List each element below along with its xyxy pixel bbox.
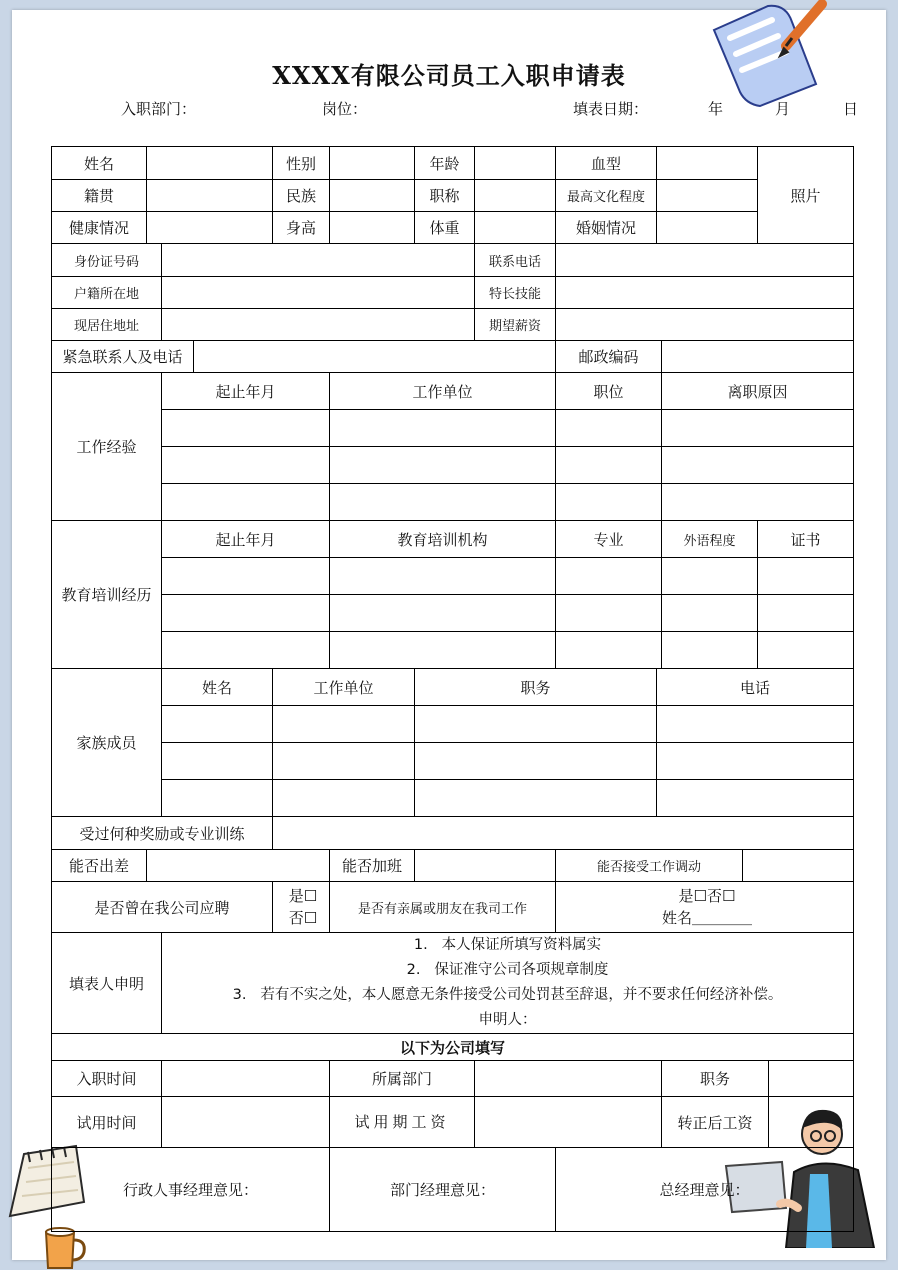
date-label: 填表日期：	[573, 100, 649, 118]
salary-field[interactable]	[556, 309, 854, 341]
general-manager-opinion[interactable]: 总经理意见：	[556, 1148, 854, 1232]
family-header: 职务	[415, 669, 657, 706]
month-label: 月	[775, 100, 791, 118]
yes-checkbox[interactable]: 是☐	[288, 887, 318, 905]
label-skills: 特长技能	[475, 277, 556, 309]
work-cell[interactable]	[556, 484, 662, 521]
work-cell[interactable]	[162, 484, 330, 521]
label-job: 职务	[662, 1061, 769, 1097]
overtime-field[interactable]	[415, 850, 556, 882]
label-title: 职称	[415, 180, 475, 212]
work-cell[interactable]	[162, 410, 330, 447]
family-cell[interactable]	[657, 743, 854, 780]
label-height: 身高	[273, 212, 330, 244]
edu-cell[interactable]	[330, 558, 556, 595]
label-postcode: 邮政编码	[556, 341, 662, 373]
edu-cell[interactable]	[662, 632, 758, 669]
origin-field[interactable]	[147, 180, 273, 212]
health-field[interactable]	[147, 212, 273, 244]
year-label: 年	[708, 100, 724, 118]
day-label: 日	[843, 100, 859, 118]
edu-cell[interactable]	[556, 595, 662, 632]
form-title: XXXX有限公司员工入职申请表	[272, 61, 626, 90]
gender-field[interactable]	[330, 147, 415, 180]
title-field[interactable]	[475, 180, 556, 212]
family-cell[interactable]	[273, 743, 415, 780]
dept-label: 入职部门：	[121, 100, 197, 118]
emergency-contact-field[interactable]	[194, 341, 556, 373]
yes-no-checkbox[interactable]: 是☐否☐	[678, 887, 736, 905]
label-overtime: 能否加班	[330, 850, 415, 882]
declaration-item: 3. 若有不实之处，本人愿意无条件接受公司处罚甚至辞退，并不要求任何经济补偿。	[232, 987, 783, 1003]
declaration-item: 2. 保证准守公司各项规章制度	[406, 962, 609, 978]
label-marital: 婚姻情况	[556, 212, 657, 244]
label-department: 所属部门	[330, 1061, 475, 1097]
label-applied-before: 是否曾在我公司应聘	[52, 882, 273, 933]
edu-cell[interactable]	[162, 595, 330, 632]
edu-header: 起止年月	[162, 521, 330, 558]
family-cell[interactable]	[273, 780, 415, 817]
age-field[interactable]	[475, 147, 556, 180]
regular-salary-field[interactable]	[769, 1097, 854, 1148]
label-travel: 能否出差	[52, 850, 147, 882]
travel-field[interactable]	[147, 850, 330, 882]
label-awards: 受过何种奖励或专业训练	[52, 817, 273, 850]
edu-cell[interactable]	[162, 558, 330, 595]
label-origin: 籍贯	[52, 180, 147, 212]
edu-header: 外语程度	[662, 521, 758, 558]
edu-header: 教育培训机构	[330, 521, 556, 558]
family-cell[interactable]	[162, 743, 273, 780]
job-field[interactable]	[769, 1061, 854, 1097]
label-name: 姓名	[52, 147, 147, 180]
edu-cell[interactable]	[662, 595, 758, 632]
work-header: 工作单位	[330, 373, 556, 410]
label-relatives: 是否有亲属或朋友在我司工作	[330, 882, 556, 933]
applied-before-checkboxes[interactable]	[273, 882, 330, 933]
edu-cell[interactable]	[330, 632, 556, 669]
label-education: 最高文化程度	[556, 180, 657, 212]
label-blood-type: 血型	[556, 147, 657, 180]
relatives-answer[interactable]	[556, 882, 854, 933]
awards-field[interactable]	[273, 817, 854, 850]
family-cell[interactable]	[273, 706, 415, 743]
position-label: 岗位：	[322, 100, 368, 118]
work-cell[interactable]	[556, 410, 662, 447]
declaration-text	[162, 933, 854, 1034]
hire-date-field[interactable]	[162, 1061, 330, 1097]
label-emergency-contact: 紧急联系人及电话	[52, 341, 194, 373]
transfer-field[interactable]	[743, 850, 854, 882]
weight-field[interactable]	[475, 212, 556, 244]
family-label: 家族成员	[52, 669, 162, 817]
work-cell[interactable]	[330, 447, 556, 484]
work-experience-label: 工作经验	[52, 373, 162, 521]
work-cell[interactable]	[330, 410, 556, 447]
family-cell[interactable]	[162, 706, 273, 743]
edu-cell[interactable]	[758, 558, 854, 595]
probation-salary-field[interactable]	[475, 1097, 662, 1148]
edu-header: 专业	[556, 521, 662, 558]
height-field[interactable]	[330, 212, 415, 244]
label-age: 年龄	[415, 147, 475, 180]
declaration-label: 填表人申明	[52, 933, 162, 1034]
label-regular-salary: 转正后工资	[662, 1097, 769, 1148]
hr-manager-opinion[interactable]: 行政人事经理意见：	[52, 1148, 330, 1232]
family-cell[interactable]	[162, 780, 273, 817]
edu-cell[interactable]	[556, 632, 662, 669]
family-cell[interactable]	[657, 706, 854, 743]
probation-field[interactable]	[162, 1097, 330, 1148]
label-hire-date: 入职时间	[52, 1061, 162, 1097]
family-cell[interactable]	[415, 706, 657, 743]
skills-field[interactable]	[556, 277, 854, 309]
blood-type-field[interactable]	[657, 147, 758, 180]
label-hukou: 户籍所在地	[52, 277, 162, 309]
postcode-field[interactable]	[662, 341, 854, 373]
edu-header: 证书	[758, 521, 854, 558]
work-cell[interactable]	[556, 447, 662, 484]
edu-cell[interactable]	[758, 632, 854, 669]
declarant-signature[interactable]: 申明人：	[478, 1012, 537, 1028]
relative-name-field[interactable]: 姓名＿＿＿＿	[662, 909, 753, 927]
edu-cell[interactable]	[758, 595, 854, 632]
work-header: 职位	[556, 373, 662, 410]
work-cell[interactable]	[662, 484, 854, 521]
family-header: 姓名	[162, 669, 273, 706]
label-weight: 体重	[415, 212, 475, 244]
label-salary: 期望薪资	[475, 309, 556, 341]
label-probation-salary: 试用期工资	[330, 1097, 475, 1148]
family-header: 工作单位	[273, 669, 415, 706]
family-header: 电话	[657, 669, 854, 706]
label-probation: 试用时间	[52, 1097, 162, 1148]
label-ethnicity: 民族	[273, 180, 330, 212]
edu-cell[interactable]	[330, 595, 556, 632]
family-cell[interactable]	[657, 780, 854, 817]
label-address: 现居住地址	[52, 309, 162, 341]
edu-cell[interactable]	[662, 558, 758, 595]
edu-cell[interactable]	[162, 632, 330, 669]
id-number-field[interactable]	[162, 244, 475, 277]
education-field[interactable]	[657, 180, 758, 212]
department-field[interactable]	[475, 1061, 662, 1097]
hukou-field[interactable]	[162, 277, 475, 309]
document-pencil-icon	[706, 0, 836, 108]
work-cell[interactable]	[662, 447, 854, 484]
education-label: 教育培训经历	[52, 521, 162, 669]
declaration-item: 1. 本人保证所填写资料属实	[413, 937, 602, 953]
phone-field[interactable]	[556, 244, 854, 277]
ethnicity-field[interactable]	[330, 180, 415, 212]
label-transfer: 能否接受工作调动	[556, 850, 743, 882]
photo-box[interactable]: 照片	[758, 147, 854, 244]
family-cell[interactable]	[415, 780, 657, 817]
edu-cell[interactable]	[556, 558, 662, 595]
label-gender: 性别	[273, 147, 330, 180]
marital-field[interactable]	[657, 212, 758, 244]
work-cell[interactable]	[162, 447, 330, 484]
work-cell[interactable]	[662, 410, 854, 447]
label-phone: 联系电话	[475, 244, 556, 277]
work-header: 离职原因	[662, 373, 854, 410]
application-form-table	[51, 146, 854, 1232]
family-cell[interactable]	[415, 743, 657, 780]
label-health: 健康情况	[52, 212, 147, 244]
work-header: 起止年月	[162, 373, 330, 410]
name-field[interactable]	[147, 147, 273, 180]
company-section-title: 以下为公司填写	[52, 1034, 854, 1061]
address-field[interactable]	[162, 309, 475, 341]
dept-manager-opinion[interactable]: 部门经理意见：	[330, 1148, 556, 1232]
label-id-number: 身份证号码	[52, 244, 162, 277]
work-cell[interactable]	[330, 484, 556, 521]
no-checkbox[interactable]: 否☐	[288, 909, 318, 927]
